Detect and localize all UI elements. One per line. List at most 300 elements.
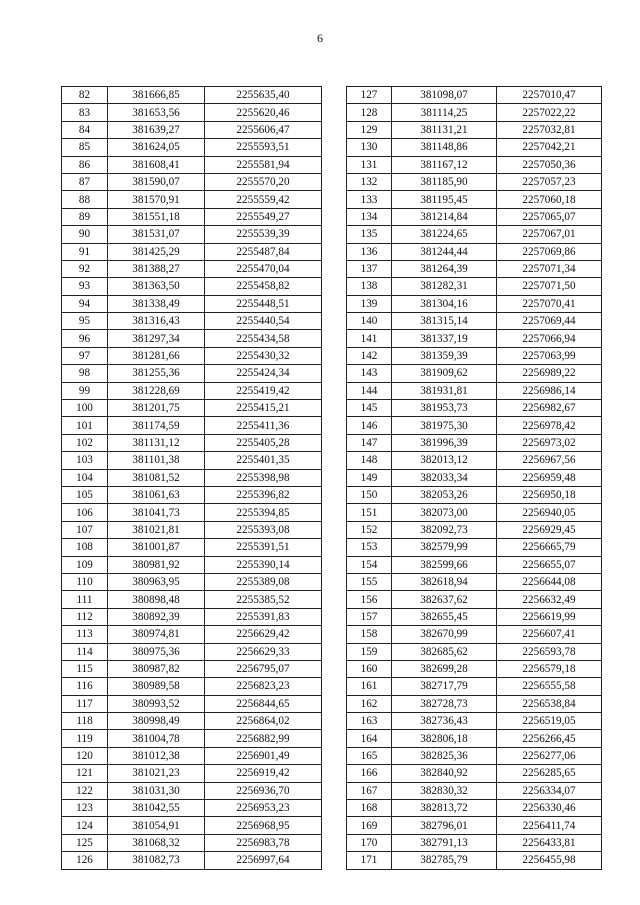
point-number-cell: 161 xyxy=(347,678,392,695)
y-coordinate-cell: 2256989,22 xyxy=(497,365,602,382)
x-coordinate-cell: 381054,91 xyxy=(108,817,205,834)
y-coordinate-cell: 2255570,20 xyxy=(205,173,322,190)
point-number-cell: 99 xyxy=(62,382,108,399)
point-number-cell: 85 xyxy=(62,139,108,156)
point-number-cell: 147 xyxy=(347,434,392,451)
y-coordinate-cell: 2255398,98 xyxy=(205,469,322,486)
y-coordinate-cell: 2256593,78 xyxy=(497,643,602,660)
point-number-cell: 112 xyxy=(62,608,108,625)
y-coordinate-cell: 2256433,81 xyxy=(497,834,602,851)
x-coordinate-cell: 381909,62 xyxy=(392,365,497,382)
y-coordinate-cell: 2256644,08 xyxy=(497,573,602,590)
y-coordinate-cell: 2255411,36 xyxy=(205,417,322,434)
x-coordinate-cell: 381608,41 xyxy=(108,156,205,173)
point-number-cell: 141 xyxy=(347,330,392,347)
y-coordinate-cell: 2256285,65 xyxy=(497,765,602,782)
x-coordinate-cell: 381297,34 xyxy=(108,330,205,347)
point-number-cell: 142 xyxy=(347,347,392,364)
point-number-cell: 115 xyxy=(62,660,108,677)
y-coordinate-cell: 2255401,35 xyxy=(205,452,322,469)
point-number-cell: 165 xyxy=(347,747,392,764)
x-coordinate-cell: 381114,25 xyxy=(392,104,497,121)
table-row xyxy=(347,834,602,851)
table-row xyxy=(347,678,602,695)
table-row xyxy=(62,608,322,625)
table-row xyxy=(62,521,322,538)
y-coordinate-cell: 2256795,07 xyxy=(205,660,322,677)
y-coordinate-cell: 2255487,84 xyxy=(205,243,322,260)
x-coordinate-cell: 382796,01 xyxy=(392,817,497,834)
table-row xyxy=(347,713,602,730)
y-coordinate-cell: 2255593,51 xyxy=(205,139,322,156)
y-coordinate-cell: 2256959,48 xyxy=(497,469,602,486)
point-number-cell: 125 xyxy=(62,834,108,851)
point-number-cell: 101 xyxy=(62,417,108,434)
point-number-cell: 89 xyxy=(62,208,108,225)
y-coordinate-cell: 2255394,85 xyxy=(205,504,322,521)
point-number-cell: 126 xyxy=(62,852,108,869)
y-coordinate-cell: 2255393,08 xyxy=(205,521,322,538)
x-coordinate-cell: 381996,39 xyxy=(392,434,497,451)
point-number-cell: 105 xyxy=(62,486,108,503)
y-coordinate-cell: 2256519,05 xyxy=(497,713,602,730)
point-number-cell: 151 xyxy=(347,504,392,521)
table-row xyxy=(62,278,322,295)
table-row xyxy=(62,347,322,364)
y-coordinate-cell: 2256330,46 xyxy=(497,800,602,817)
y-coordinate-cell: 2257050,36 xyxy=(497,156,602,173)
table-row xyxy=(62,713,322,730)
x-coordinate-cell: 381281,66 xyxy=(108,347,205,364)
y-coordinate-cell: 2256455,98 xyxy=(497,852,602,869)
table-row xyxy=(347,173,602,190)
table-row xyxy=(347,417,602,434)
x-coordinate-cell: 382736,43 xyxy=(392,713,497,730)
point-number-cell: 167 xyxy=(347,782,392,799)
table-row xyxy=(62,313,322,330)
table-row xyxy=(347,121,602,138)
table-row xyxy=(62,382,322,399)
point-number-cell: 100 xyxy=(62,400,108,417)
table-row xyxy=(62,486,322,503)
table-row xyxy=(347,660,602,677)
x-coordinate-cell: 381244,44 xyxy=(392,243,497,260)
point-number-cell: 169 xyxy=(347,817,392,834)
x-coordinate-cell: 382033,34 xyxy=(392,469,497,486)
table-row xyxy=(347,400,602,417)
point-number-cell: 162 xyxy=(347,695,392,712)
table-row xyxy=(347,573,602,590)
table-row xyxy=(347,469,602,486)
table-row xyxy=(62,573,322,590)
y-coordinate-cell: 2256929,45 xyxy=(497,521,602,538)
x-coordinate-cell: 381081,52 xyxy=(108,469,205,486)
table-row xyxy=(62,243,322,260)
y-coordinate-cell: 2256277,06 xyxy=(497,747,602,764)
y-coordinate-cell: 2257022,22 xyxy=(497,104,602,121)
x-coordinate-cell: 382599,66 xyxy=(392,556,497,573)
point-number-cell: 94 xyxy=(62,295,108,312)
table-row xyxy=(347,765,602,782)
table-row xyxy=(347,730,602,747)
x-coordinate-cell: 382825,36 xyxy=(392,747,497,764)
table-row xyxy=(62,643,322,660)
y-coordinate-cell: 2256607,41 xyxy=(497,626,602,643)
table-row xyxy=(62,747,322,764)
y-coordinate-cell: 2256864,02 xyxy=(205,713,322,730)
table-row xyxy=(62,434,322,451)
point-number-cell: 92 xyxy=(62,260,108,277)
x-coordinate-cell: 381931,81 xyxy=(392,382,497,399)
x-coordinate-cell: 380981,92 xyxy=(108,556,205,573)
y-coordinate-cell: 2256655,07 xyxy=(497,556,602,573)
table-row xyxy=(347,243,602,260)
x-coordinate-cell: 381131,21 xyxy=(392,121,497,138)
x-coordinate-cell: 381061,63 xyxy=(108,486,205,503)
x-coordinate-cell: 381042,55 xyxy=(108,800,205,817)
x-coordinate-cell: 382579,99 xyxy=(392,539,497,556)
x-coordinate-cell: 382791,13 xyxy=(392,834,497,851)
table-row xyxy=(347,626,602,643)
y-coordinate-cell: 2255549,27 xyxy=(205,208,322,225)
table-row xyxy=(62,330,322,347)
table-row xyxy=(347,347,602,364)
point-number-cell: 129 xyxy=(347,121,392,138)
point-number-cell: 111 xyxy=(62,591,108,608)
x-coordinate-cell: 381316,43 xyxy=(108,313,205,330)
point-number-cell: 166 xyxy=(347,765,392,782)
point-number-cell: 88 xyxy=(62,191,108,208)
point-number-cell: 117 xyxy=(62,695,108,712)
point-number-cell: 148 xyxy=(347,452,392,469)
table-row xyxy=(62,104,322,121)
point-number-cell: 132 xyxy=(347,173,392,190)
x-coordinate-cell: 382699,28 xyxy=(392,660,497,677)
y-coordinate-cell: 2255396,82 xyxy=(205,486,322,503)
point-number-cell: 102 xyxy=(62,434,108,451)
point-number-cell: 152 xyxy=(347,521,392,538)
y-coordinate-cell: 2255559,42 xyxy=(205,191,322,208)
table-row xyxy=(347,852,602,869)
point-number-cell: 156 xyxy=(347,591,392,608)
y-coordinate-cell: 2255539,39 xyxy=(205,226,322,243)
table-row xyxy=(347,782,602,799)
x-coordinate-cell: 381021,23 xyxy=(108,765,205,782)
table-row xyxy=(62,539,322,556)
table-row xyxy=(347,643,602,660)
point-number-cell: 158 xyxy=(347,626,392,643)
table-row xyxy=(347,365,602,382)
y-coordinate-cell: 2256940,05 xyxy=(497,504,602,521)
x-coordinate-cell: 381174,59 xyxy=(108,417,205,434)
table-row xyxy=(62,121,322,138)
point-number-cell: 160 xyxy=(347,660,392,677)
table-row xyxy=(347,452,602,469)
y-coordinate-cell: 2255391,83 xyxy=(205,608,322,625)
table-row xyxy=(347,800,602,817)
table-row xyxy=(347,104,602,121)
x-coordinate-cell: 381021,81 xyxy=(108,521,205,538)
x-coordinate-cell: 382013,12 xyxy=(392,452,497,469)
y-coordinate-cell: 2256629,33 xyxy=(205,643,322,660)
point-number-cell: 113 xyxy=(62,626,108,643)
x-coordinate-cell: 381264,39 xyxy=(392,260,497,277)
x-coordinate-cell: 381167,12 xyxy=(392,156,497,173)
x-coordinate-cell: 382685,62 xyxy=(392,643,497,660)
point-number-cell: 145 xyxy=(347,400,392,417)
y-coordinate-cell: 2255424,34 xyxy=(205,365,322,382)
y-coordinate-cell: 2255385,52 xyxy=(205,591,322,608)
x-coordinate-cell: 381098,07 xyxy=(392,87,497,104)
x-coordinate-cell: 381185,90 xyxy=(392,173,497,190)
y-coordinate-cell: 2255434,58 xyxy=(205,330,322,347)
x-coordinate-cell: 381012,38 xyxy=(108,747,205,764)
table-row xyxy=(347,278,602,295)
x-coordinate-cell: 380975,36 xyxy=(108,643,205,660)
point-number-cell: 130 xyxy=(347,139,392,156)
point-number-cell: 168 xyxy=(347,800,392,817)
table-row xyxy=(62,626,322,643)
x-coordinate-cell: 381214,84 xyxy=(392,208,497,225)
table-row xyxy=(347,521,602,538)
point-number-cell: 103 xyxy=(62,452,108,469)
x-coordinate-cell: 381082,73 xyxy=(108,852,205,869)
x-coordinate-cell: 381041,73 xyxy=(108,504,205,521)
table-row xyxy=(62,852,322,869)
y-coordinate-cell: 2256983,78 xyxy=(205,834,322,851)
y-coordinate-cell: 2256665,79 xyxy=(497,539,602,556)
table-row xyxy=(62,782,322,799)
table-row xyxy=(62,452,322,469)
y-coordinate-cell: 2256823,23 xyxy=(205,678,322,695)
point-number-cell: 140 xyxy=(347,313,392,330)
table-row xyxy=(347,556,602,573)
x-coordinate-cell: 381590,07 xyxy=(108,173,205,190)
table-row xyxy=(62,660,322,677)
table-row xyxy=(347,313,602,330)
y-coordinate-cell: 2255470,04 xyxy=(205,260,322,277)
table-row xyxy=(347,591,602,608)
x-coordinate-cell: 381570,91 xyxy=(108,191,205,208)
table-row xyxy=(347,87,602,104)
table-row xyxy=(347,191,602,208)
table-row xyxy=(347,504,602,521)
y-coordinate-cell: 2256936,70 xyxy=(205,782,322,799)
x-coordinate-cell: 382618,94 xyxy=(392,573,497,590)
x-coordinate-cell: 381531,07 xyxy=(108,226,205,243)
x-coordinate-cell: 382830,32 xyxy=(392,782,497,799)
point-number-cell: 120 xyxy=(62,747,108,764)
y-coordinate-cell: 2256844,65 xyxy=(205,695,322,712)
point-number-cell: 155 xyxy=(347,573,392,590)
x-coordinate-cell: 381068,32 xyxy=(108,834,205,851)
table-row xyxy=(62,139,322,156)
point-number-cell: 138 xyxy=(347,278,392,295)
point-number-cell: 106 xyxy=(62,504,108,521)
x-coordinate-cell: 380987,82 xyxy=(108,660,205,677)
point-number-cell: 146 xyxy=(347,417,392,434)
y-coordinate-cell: 2256266,45 xyxy=(497,730,602,747)
point-number-cell: 154 xyxy=(347,556,392,573)
point-number-cell: 116 xyxy=(62,678,108,695)
table-row xyxy=(62,504,322,521)
x-coordinate-cell: 380989,58 xyxy=(108,678,205,695)
x-coordinate-cell: 382092,73 xyxy=(392,521,497,538)
x-coordinate-cell: 380998,49 xyxy=(108,713,205,730)
y-coordinate-cell: 2257069,44 xyxy=(497,313,602,330)
x-coordinate-cell: 381004,78 xyxy=(108,730,205,747)
page-number: 6 xyxy=(317,31,323,45)
x-coordinate-cell: 381338,49 xyxy=(108,295,205,312)
y-coordinate-cell: 2257069,86 xyxy=(497,243,602,260)
table-row xyxy=(62,400,322,417)
point-number-cell: 93 xyxy=(62,278,108,295)
x-coordinate-cell: 381031,30 xyxy=(108,782,205,799)
table-row xyxy=(62,156,322,173)
point-number-cell: 131 xyxy=(347,156,392,173)
table-row xyxy=(347,208,602,225)
point-number-cell: 84 xyxy=(62,121,108,138)
x-coordinate-cell: 382806,18 xyxy=(392,730,497,747)
y-coordinate-cell: 2257070,41 xyxy=(497,295,602,312)
x-coordinate-cell: 382053,26 xyxy=(392,486,497,503)
y-coordinate-cell: 2256967,56 xyxy=(497,452,602,469)
table-row xyxy=(347,695,602,712)
y-coordinate-cell: 2257065,07 xyxy=(497,208,602,225)
table-row xyxy=(347,434,602,451)
y-coordinate-cell: 2256950,18 xyxy=(497,486,602,503)
y-coordinate-cell: 2257060,18 xyxy=(497,191,602,208)
y-coordinate-cell: 2256579,18 xyxy=(497,660,602,677)
point-number-cell: 110 xyxy=(62,573,108,590)
y-coordinate-cell: 2257071,50 xyxy=(497,278,602,295)
point-number-cell: 108 xyxy=(62,539,108,556)
point-number-cell: 137 xyxy=(347,260,392,277)
table-row xyxy=(62,834,322,851)
table-row xyxy=(62,87,322,104)
y-coordinate-cell: 2256882,99 xyxy=(205,730,322,747)
point-number-cell: 97 xyxy=(62,347,108,364)
y-coordinate-cell: 2257057,23 xyxy=(497,173,602,190)
x-coordinate-cell: 380974,81 xyxy=(108,626,205,643)
point-number-cell: 135 xyxy=(347,226,392,243)
table-row xyxy=(62,591,322,608)
table-row xyxy=(62,800,322,817)
point-number-cell: 127 xyxy=(347,87,392,104)
table-row xyxy=(62,765,322,782)
point-number-cell: 96 xyxy=(62,330,108,347)
y-coordinate-cell: 2257071,34 xyxy=(497,260,602,277)
point-number-cell: 134 xyxy=(347,208,392,225)
x-coordinate-cell: 382813,72 xyxy=(392,800,497,817)
table-row xyxy=(62,260,322,277)
point-number-cell: 170 xyxy=(347,834,392,851)
point-number-cell: 118 xyxy=(62,713,108,730)
table-row xyxy=(347,260,602,277)
point-number-cell: 91 xyxy=(62,243,108,260)
x-coordinate-cell: 380993,52 xyxy=(108,695,205,712)
y-coordinate-cell: 2255391,51 xyxy=(205,539,322,556)
point-number-cell: 171 xyxy=(347,852,392,869)
table-row xyxy=(62,365,322,382)
y-coordinate-cell: 2256555,58 xyxy=(497,678,602,695)
table-row xyxy=(347,817,602,834)
x-coordinate-cell: 381195,45 xyxy=(392,191,497,208)
point-number-cell: 157 xyxy=(347,608,392,625)
point-number-cell: 164 xyxy=(347,730,392,747)
y-coordinate-cell: 2255430,32 xyxy=(205,347,322,364)
y-coordinate-cell: 2257063,99 xyxy=(497,347,602,364)
table-row xyxy=(347,330,602,347)
y-coordinate-cell: 2256953,23 xyxy=(205,800,322,817)
y-coordinate-cell: 2255458,82 xyxy=(205,278,322,295)
x-coordinate-cell: 381953,73 xyxy=(392,400,497,417)
y-coordinate-cell: 2255415,21 xyxy=(205,400,322,417)
table-row xyxy=(347,539,602,556)
x-coordinate-cell: 381228,69 xyxy=(108,382,205,399)
point-number-cell: 150 xyxy=(347,486,392,503)
x-coordinate-cell: 381666,85 xyxy=(108,87,205,104)
table-row xyxy=(62,730,322,747)
x-coordinate-cell: 381975,30 xyxy=(392,417,497,434)
table-row xyxy=(62,417,322,434)
table-row xyxy=(62,191,322,208)
table-row xyxy=(62,817,322,834)
y-coordinate-cell: 2256538,84 xyxy=(497,695,602,712)
y-coordinate-cell: 2255581,94 xyxy=(205,156,322,173)
point-number-cell: 104 xyxy=(62,469,108,486)
x-coordinate-cell: 381224,65 xyxy=(392,226,497,243)
point-number-cell: 114 xyxy=(62,643,108,660)
point-number-cell: 98 xyxy=(62,365,108,382)
x-coordinate-cell: 381282,31 xyxy=(392,278,497,295)
point-number-cell: 90 xyxy=(62,226,108,243)
y-coordinate-cell: 2257010,47 xyxy=(497,87,602,104)
y-coordinate-cell: 2255606,47 xyxy=(205,121,322,138)
x-coordinate-cell: 382670,99 xyxy=(392,626,497,643)
point-number-cell: 128 xyxy=(347,104,392,121)
x-coordinate-cell: 382728,73 xyxy=(392,695,497,712)
x-coordinate-cell: 382637,62 xyxy=(392,591,497,608)
x-coordinate-cell: 381148,86 xyxy=(392,139,497,156)
x-coordinate-cell: 381425,29 xyxy=(108,243,205,260)
x-coordinate-cell: 381304,16 xyxy=(392,295,497,312)
x-coordinate-cell: 381639,27 xyxy=(108,121,205,138)
table-row xyxy=(347,139,602,156)
y-coordinate-cell: 2257032,81 xyxy=(497,121,602,138)
y-coordinate-cell: 2256982,67 xyxy=(497,400,602,417)
y-coordinate-cell: 2257042,21 xyxy=(497,139,602,156)
table-row xyxy=(62,208,322,225)
y-coordinate-cell: 2255620,46 xyxy=(205,104,322,121)
table-row xyxy=(347,295,602,312)
y-coordinate-cell: 2256997,64 xyxy=(205,852,322,869)
table-row xyxy=(62,695,322,712)
x-coordinate-cell: 381337,19 xyxy=(392,330,497,347)
y-coordinate-cell: 2256986,14 xyxy=(497,382,602,399)
x-coordinate-cell: 381001,87 xyxy=(108,539,205,556)
table-row xyxy=(62,295,322,312)
x-coordinate-cell: 380963,95 xyxy=(108,573,205,590)
y-coordinate-cell: 2256411,74 xyxy=(497,817,602,834)
x-coordinate-cell: 382073,00 xyxy=(392,504,497,521)
y-coordinate-cell: 2255419,42 xyxy=(205,382,322,399)
table-row xyxy=(62,678,322,695)
point-number-cell: 136 xyxy=(347,243,392,260)
y-coordinate-cell: 2256973,02 xyxy=(497,434,602,451)
x-coordinate-cell: 381363,50 xyxy=(108,278,205,295)
table-row xyxy=(347,226,602,243)
